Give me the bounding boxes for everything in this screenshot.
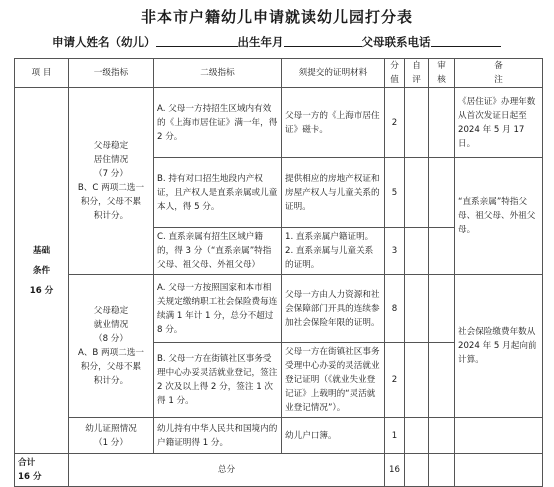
- hukou-desc: 幼儿持有中华人民共和国境内的户籍证明得 1 分。: [154, 418, 282, 454]
- total-review-cell[interactable]: [429, 454, 455, 487]
- total-label: 合计 16 分: [15, 454, 69, 487]
- residence-a-score: 2: [385, 88, 405, 158]
- table-row: [15, 88, 543, 158]
- residence-c-docs: 1. 直系亲属户籍证明。 2. 直系亲属与儿童关系的证明。: [282, 228, 385, 275]
- residence-b-self-cell[interactable]: [405, 158, 429, 228]
- header-row: [15, 59, 543, 88]
- header-notes: 备 注: [455, 59, 543, 88]
- employment-notes: 社会保险缴费年数从 2024 年 5 月起向前计算。: [455, 275, 543, 418]
- header-docs: 须提交的证明材料: [282, 59, 385, 88]
- total-notes: [455, 454, 543, 487]
- parent-phone-blank[interactable]: [431, 34, 501, 47]
- child-name-blank[interactable]: [156, 34, 238, 47]
- group-residence: 父母稳定 居住情况 （7 分） B、C 两项二选一 积分，父母不累 积计分。: [69, 88, 154, 275]
- residence-c-score: 3: [385, 228, 405, 275]
- birth-date-label: 出生年月: [237, 35, 284, 49]
- residence-b-docs: 提供相应的房地产权证和房屋产权人与儿童关系的证明。: [282, 158, 385, 228]
- employment-b-desc: B. 父母一方在街镇社区事务受理中心办妥灵活就业登记，签注 2 次及以上得 2 分，签注 1 次得 1 分。: [154, 343, 282, 418]
- residence-c-desc: C. 直系亲属有招生区域户籍的，得 3 分（“直系亲属”特指父母、祖父母、外祖父母）: [154, 228, 282, 275]
- employment-a-self-cell[interactable]: [405, 275, 429, 343]
- group-hukou: 幼儿证照情况 （1 分）: [69, 418, 154, 454]
- birth-date-blank[interactable]: [284, 34, 362, 47]
- hukou-score: 1: [385, 418, 405, 454]
- header-level1: 一级指标: [69, 59, 154, 88]
- residence-b-desc: B. 持有对口招生地段内产权证，且产权人是直系亲属或儿童本人，得 5 分。: [154, 158, 282, 228]
- employment-b-docs: 父母一方在街镇社区事务受理中心办妥的灵活就业登记证明（《就业失业登记证》上载明的“灵活就业登记情况”）。: [282, 343, 385, 418]
- hukou-review-cell[interactable]: [429, 418, 455, 454]
- category-basic-conditions: 基础 条件 16 分: [15, 88, 69, 454]
- header-score: 分 值: [385, 59, 405, 88]
- residence-b-score: 5: [385, 158, 405, 228]
- page-title: 非本市户籍幼儿申请就读幼儿园打分表: [140, 8, 413, 26]
- hukou-notes: [455, 418, 543, 454]
- residence-a-review-cell[interactable]: [429, 88, 455, 158]
- residence-c-self-cell[interactable]: [405, 228, 429, 275]
- header-level2: 二级指标: [154, 59, 282, 88]
- header-review: 审 核: [429, 59, 455, 88]
- total-desc: 总分: [69, 454, 385, 487]
- employment-a-score: 8: [385, 275, 405, 343]
- hukou-docs: 幼儿户口簿。: [282, 418, 385, 454]
- residence-a-notes: 《居住证》办理年数从首次发证日起至 2024 年 5 月 17 日。: [455, 88, 543, 158]
- employment-a-desc: A. 父母一方按照国家和本市相关规定缴纳职工社会保险费每连续满 1 年计 1 分，总分不超过 8 分。: [154, 275, 282, 343]
- residence-bc-notes: “直系亲属”特指父母、祖父母、外祖父母。: [455, 158, 543, 275]
- scoring-table: [14, 58, 543, 487]
- employment-b-review-cell[interactable]: [429, 343, 455, 418]
- header-item: 项 目: [15, 59, 69, 88]
- header-self-assessment: 自 评: [405, 59, 429, 88]
- residence-c-review-cell[interactable]: [429, 228, 455, 275]
- total-row: [15, 454, 543, 487]
- employment-b-score: 2: [385, 343, 405, 418]
- table-row: [15, 418, 543, 454]
- group-employment: 父母稳定 就业情况 （8 分） A、B 两项二选一 积分，父母不累 积计分。: [69, 275, 154, 418]
- residence-b-review-cell[interactable]: [429, 158, 455, 228]
- applicant-info-line: [52, 34, 532, 50]
- table-row: [15, 275, 543, 343]
- residence-a-docs: 父母一方的《上海市居住证》磁卡。: [282, 88, 385, 158]
- child-name-label: 申请人姓名（幼儿）: [52, 35, 156, 49]
- employment-a-review-cell[interactable]: [429, 275, 455, 343]
- total-score: 16: [385, 454, 405, 487]
- residence-a-desc: A. 父母一方持招生区域内有效的《上海市居住证》满一年，得 2 分。: [154, 88, 282, 158]
- employment-b-self-cell[interactable]: [405, 343, 429, 418]
- hukou-self-cell[interactable]: [405, 418, 429, 454]
- total-self-cell[interactable]: [405, 454, 429, 487]
- employment-a-docs: 父母一方由人力资源和社会保障部门开具的连续参加社会保险年限的证明。: [282, 275, 385, 343]
- residence-a-self-cell[interactable]: [405, 88, 429, 158]
- parent-phone-label: 父母联系电话: [361, 35, 431, 49]
